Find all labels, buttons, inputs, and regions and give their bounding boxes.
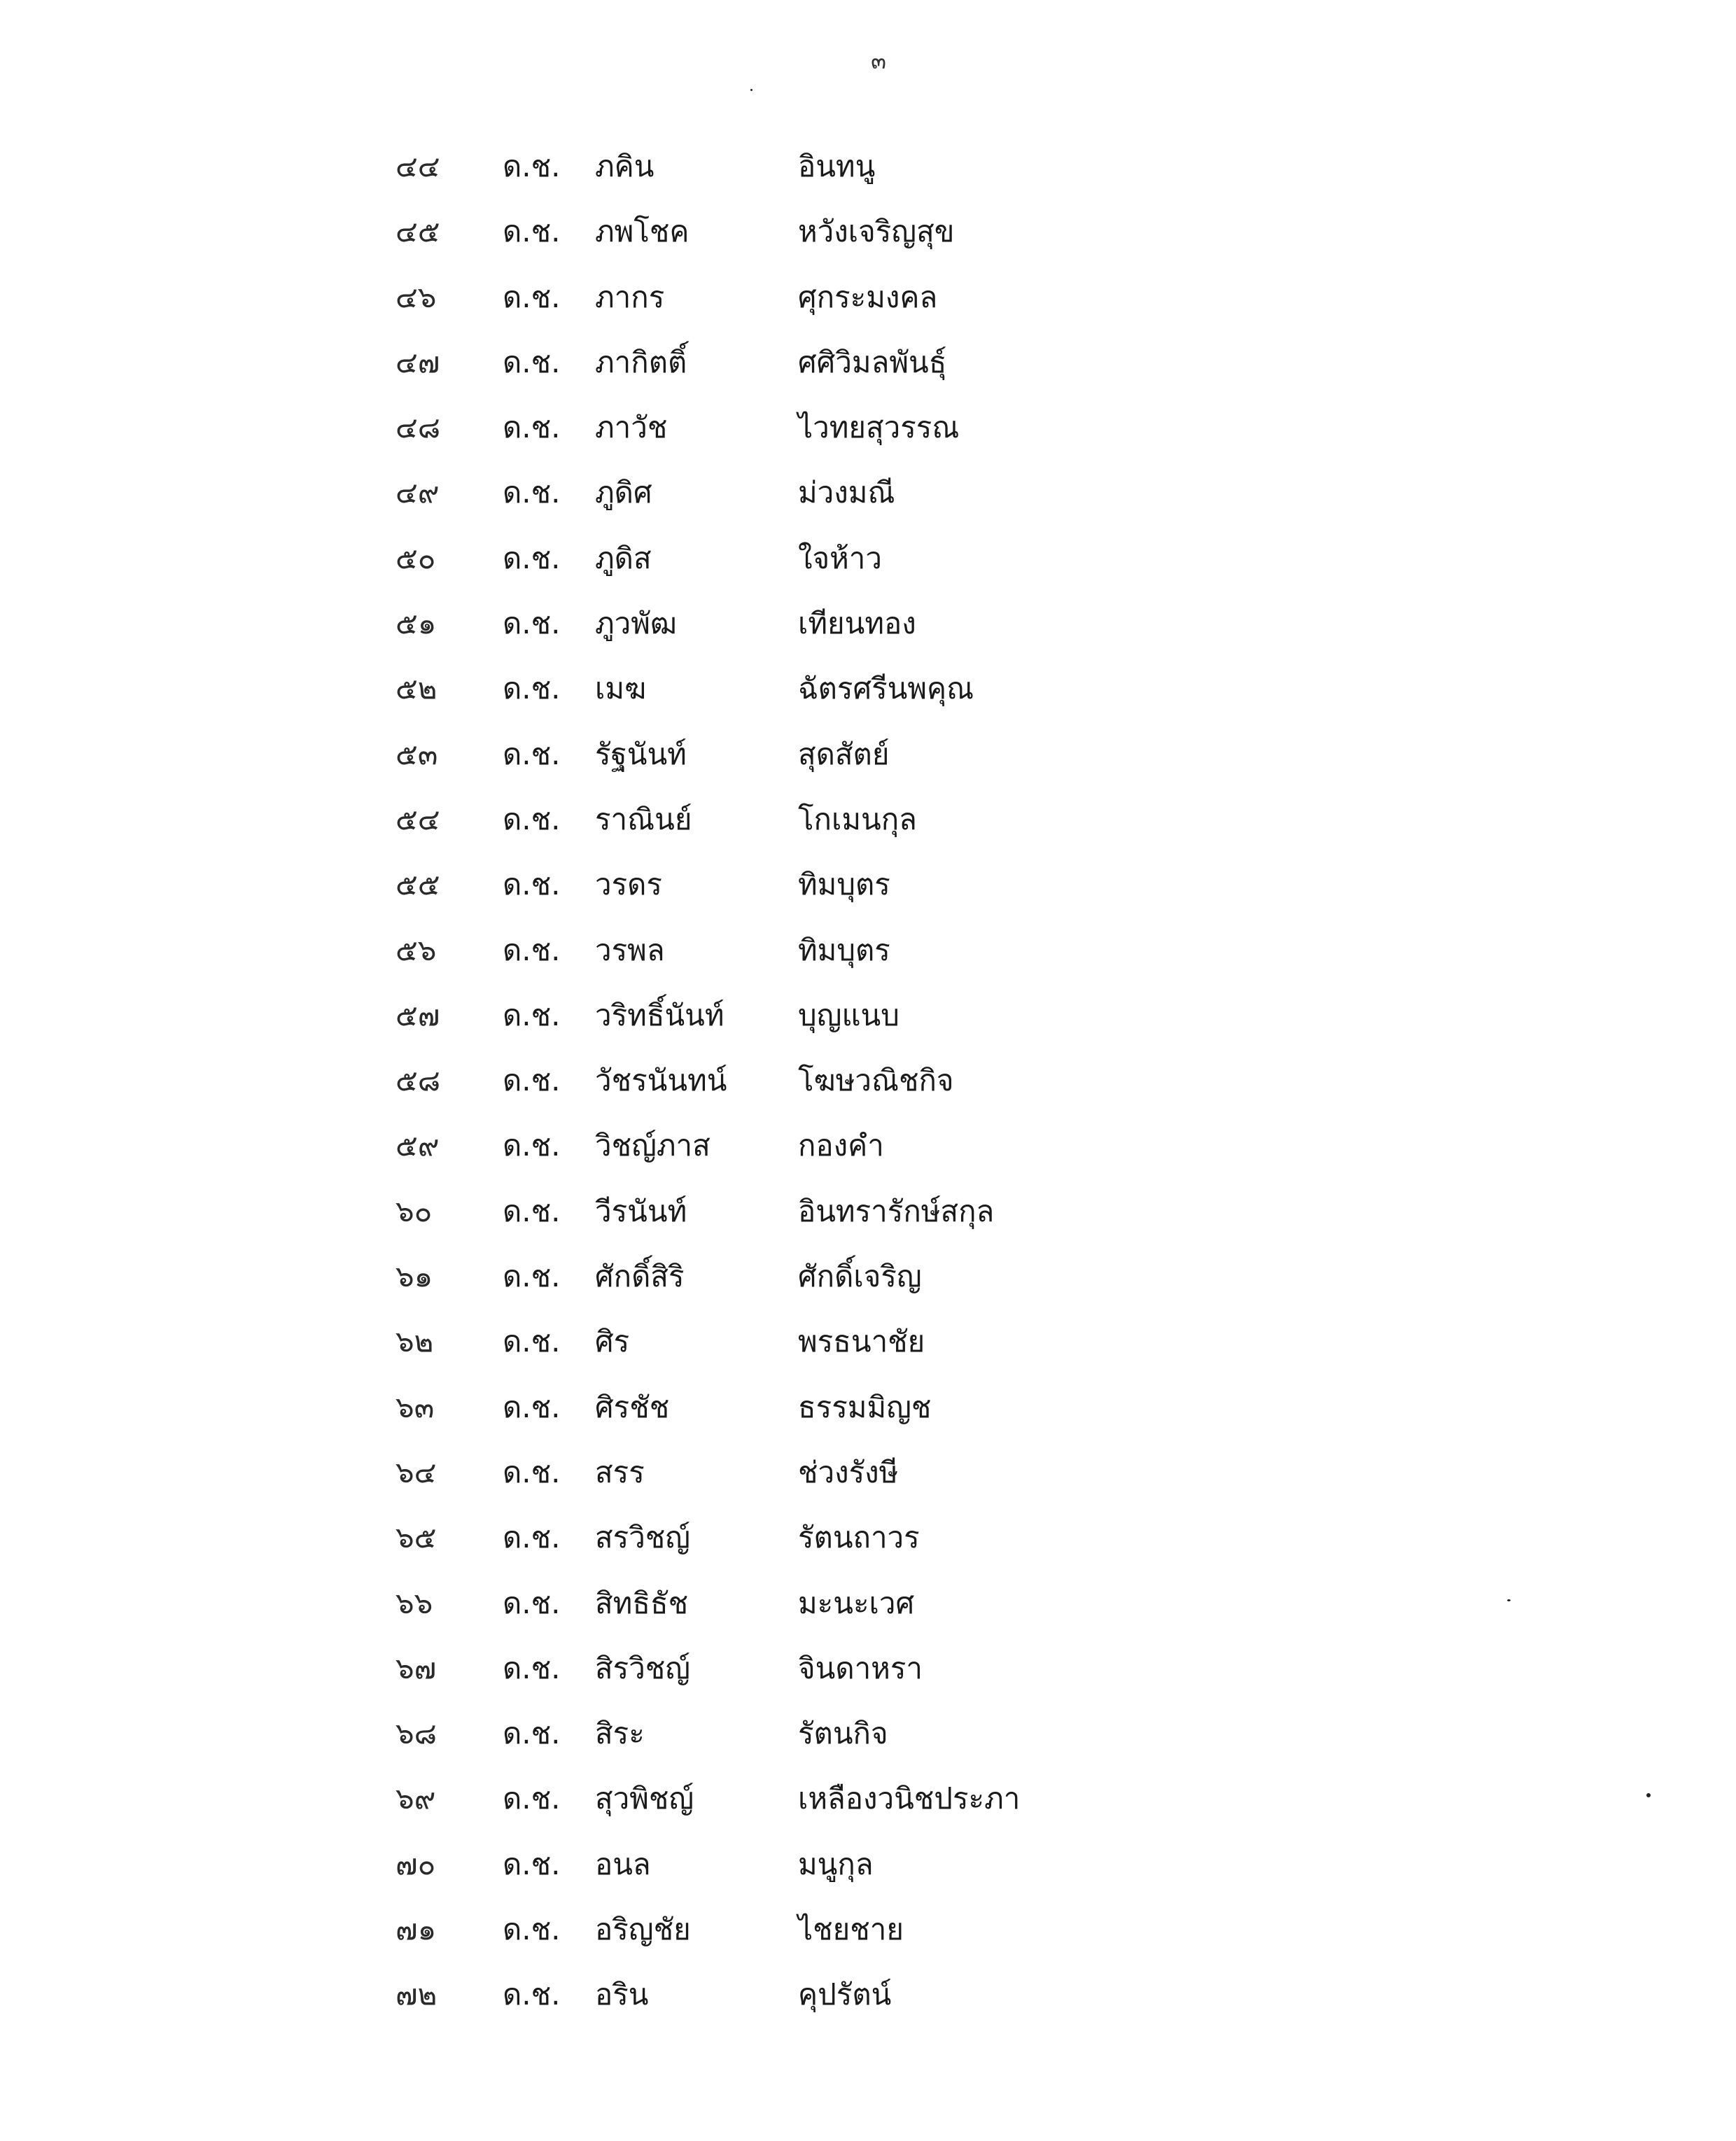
name-title: ด.ช. <box>503 1585 561 1620</box>
name-title: ด.ช. <box>503 1128 561 1163</box>
name-title: ด.ช. <box>503 1193 561 1228</box>
roster-row <box>0 800 1736 865</box>
last-name: ศุกระมงคล <box>798 279 938 314</box>
name-title: ด.ช. <box>503 736 561 771</box>
first-name: ศิรชัช <box>595 1389 670 1424</box>
row-number: ๕๐ <box>396 540 436 575</box>
roster-row <box>0 408 1736 473</box>
first-name: ภคิน <box>595 149 654 183</box>
first-name: วัชรนันทน์ <box>595 1063 727 1098</box>
name-title: ด.ช. <box>503 932 561 967</box>
name-title: ด.ช. <box>503 1912 561 1947</box>
roster-row <box>0 604 1736 669</box>
first-name: เมฆ <box>595 671 647 706</box>
row-number: ๖๒ <box>396 1324 434 1359</box>
roster-row <box>0 212 1736 277</box>
roster-row <box>0 1910 1736 1975</box>
row-number: ๖๔ <box>396 1454 437 1489</box>
name-title: ด.ช. <box>503 1781 561 1816</box>
roster-row <box>0 1192 1736 1257</box>
last-name: เหลืองวนิชประภา <box>798 1781 1021 1816</box>
first-name: ศิร <box>595 1324 630 1359</box>
name-title: ด.ช. <box>503 867 561 902</box>
first-name: ภาวัช <box>595 410 668 445</box>
last-name: อินทรารักษ์สกุล <box>798 1193 995 1228</box>
first-name: อริญชัย <box>595 1912 691 1947</box>
row-number: ๖๘ <box>396 1716 438 1751</box>
roster-row <box>0 865 1736 930</box>
row-number: ๕๔ <box>396 801 440 836</box>
name-title: ด.ช. <box>503 214 561 249</box>
first-name: รัฐนันท์ <box>595 736 687 771</box>
roster-row <box>0 1126 1736 1191</box>
first-name: ภูดิส <box>595 540 652 575</box>
row-number: ๖๖ <box>396 1585 433 1620</box>
name-title: ด.ช. <box>503 1454 561 1489</box>
name-title: ด.ช. <box>503 1324 561 1359</box>
roster-row <box>0 996 1736 1061</box>
page-number: ๓ <box>871 48 886 74</box>
row-number: ๖๙ <box>396 1781 436 1816</box>
last-name: ไชยชาย <box>798 1912 904 1947</box>
row-number: ๕๒ <box>396 671 438 706</box>
first-name: อริน <box>595 1977 649 2012</box>
name-title: ด.ช. <box>503 410 561 445</box>
first-name: วีรนันท์ <box>595 1193 687 1228</box>
last-name: พรธนาชัย <box>798 1324 925 1359</box>
last-name: ทิมบุตร <box>798 867 890 902</box>
roster-row <box>0 1975 1736 2040</box>
first-name: ภากร <box>595 279 665 314</box>
first-name: สิรวิชญ์ <box>595 1650 691 1685</box>
name-title: ด.ช. <box>503 1063 561 1098</box>
row-number: ๕๙ <box>396 1128 440 1163</box>
roster-row <box>0 1714 1736 1779</box>
row-number: ๔๗ <box>396 344 440 379</box>
roster-row <box>0 147 1736 212</box>
last-name: ช่วงรังษี <box>798 1454 899 1489</box>
last-name: ธรรมมิญช <box>798 1389 932 1424</box>
roster-row <box>0 669 1736 734</box>
last-name: โฆษวณิชกิจ <box>798 1063 954 1098</box>
first-name: สิระ <box>595 1716 645 1751</box>
roster-row <box>0 1322 1736 1387</box>
last-name: ไวทยสุวรรณ <box>798 410 960 445</box>
name-title: ด.ช. <box>503 149 561 183</box>
scan-speck <box>1507 1599 1511 1601</box>
roster-row <box>0 473 1736 538</box>
roster-row <box>0 1779 1736 1844</box>
last-name: ใจห้าว <box>798 540 882 575</box>
roster-row <box>0 539 1736 604</box>
name-title: ด.ช. <box>503 344 561 379</box>
last-name: มนูกุล <box>798 1846 874 1881</box>
row-number: ๔๔ <box>396 149 440 183</box>
name-title: ด.ช. <box>503 606 561 641</box>
row-number: ๗๑ <box>396 1912 437 1947</box>
first-name: ภพโชค <box>595 214 690 249</box>
roster-row <box>0 1453 1736 1518</box>
first-name: ภากิตติ์ <box>595 344 687 379</box>
roster-row <box>0 1388 1736 1453</box>
roster-row <box>0 1257 1736 1322</box>
first-name: สิทธิธัช <box>595 1585 689 1620</box>
last-name: อินทนู <box>798 149 876 183</box>
row-number: ๖๓ <box>396 1389 435 1424</box>
roster-row <box>0 1061 1736 1126</box>
first-name: ศักดิ์สิริ <box>595 1259 685 1294</box>
last-name: ฉัตรศรีนพคุณ <box>798 671 974 706</box>
name-title: ด.ช. <box>503 997 561 1032</box>
first-name: สุวพิชญ์ <box>595 1781 694 1816</box>
row-number: ๖๗ <box>396 1650 437 1685</box>
last-name: ศศิวิมลพันธุ์ <box>798 344 947 379</box>
last-name: กองคำ <box>798 1128 884 1163</box>
last-name: คุปรัตน์ <box>798 1977 892 2012</box>
row-number: ๗๒ <box>396 1977 438 2012</box>
scan-speck <box>1646 1793 1651 1797</box>
last-name: เทียนทอง <box>798 606 916 641</box>
row-number: ๕๑ <box>396 606 437 641</box>
row-number: ๔๙ <box>396 475 440 510</box>
roster-row <box>0 1649 1736 1714</box>
roster-row <box>0 1845 1736 1910</box>
first-name: วริทธิ์นันท์ <box>595 997 724 1032</box>
last-name: หวังเจริญสุข <box>798 214 955 249</box>
last-name: ทิมบุตร <box>798 932 890 967</box>
row-number: ๗๐ <box>396 1846 436 1881</box>
roster-row <box>0 343 1736 408</box>
row-number: ๖๕ <box>396 1520 437 1555</box>
row-number: ๕๘ <box>396 1063 441 1098</box>
row-number: ๕๓ <box>396 736 438 771</box>
name-title: ด.ช. <box>503 1389 561 1424</box>
name-title: ด.ช. <box>503 540 561 575</box>
roster-row <box>0 1584 1736 1649</box>
first-name: วรดร <box>595 867 662 902</box>
first-name: ภูดิศ <box>595 475 652 510</box>
last-name: จินดาหรา <box>798 1650 923 1685</box>
row-number: ๔๘ <box>396 410 441 445</box>
first-name: ภูวพัฒ <box>595 606 677 641</box>
roster-row <box>0 278 1736 343</box>
last-name: มะนะเวศ <box>798 1585 915 1620</box>
first-name: สรร <box>595 1454 645 1489</box>
student-roster <box>0 147 1736 2041</box>
last-name: รัตนถาวร <box>798 1520 920 1555</box>
name-title: ด.ช. <box>503 279 561 314</box>
last-name: ม่วงมณี <box>798 475 895 510</box>
first-name: ราณินย์ <box>595 801 692 836</box>
name-title: ด.ช. <box>503 1520 561 1555</box>
last-name: ศักดิ์เจริญ <box>798 1259 922 1294</box>
name-title: ด.ช. <box>503 1846 561 1881</box>
first-name: วรพล <box>595 932 665 967</box>
name-title: ด.ช. <box>503 475 561 510</box>
row-number: ๖๐ <box>396 1193 433 1228</box>
roster-row <box>0 931 1736 996</box>
roster-row <box>0 1518 1736 1583</box>
row-number: ๖๑ <box>396 1259 433 1294</box>
name-title: ด.ช. <box>503 1650 561 1685</box>
first-name: สรวิชญ์ <box>595 1520 691 1555</box>
row-number: ๕๗ <box>396 997 440 1032</box>
name-title: ด.ช. <box>503 1716 561 1751</box>
last-name: โกเมนกุล <box>798 801 917 836</box>
name-title: ด.ช. <box>503 1977 561 2012</box>
name-title: ด.ช. <box>503 801 561 836</box>
row-number: ๔๕ <box>396 214 440 249</box>
row-number: ๔๖ <box>396 279 437 314</box>
last-name: บุญแนบ <box>798 997 899 1032</box>
row-number: ๕๕ <box>396 867 440 902</box>
first-name: วิชญ์ภาส <box>595 1128 710 1163</box>
name-title: ด.ช. <box>503 671 561 706</box>
last-name: รัตนกิจ <box>798 1716 888 1751</box>
first-name: อนล <box>595 1846 651 1881</box>
name-title: ด.ช. <box>503 1259 561 1294</box>
row-number: ๕๖ <box>396 932 437 967</box>
roster-row <box>0 735 1736 800</box>
last-name: สุดสัตย์ <box>798 736 890 771</box>
scan-speck <box>750 89 752 91</box>
